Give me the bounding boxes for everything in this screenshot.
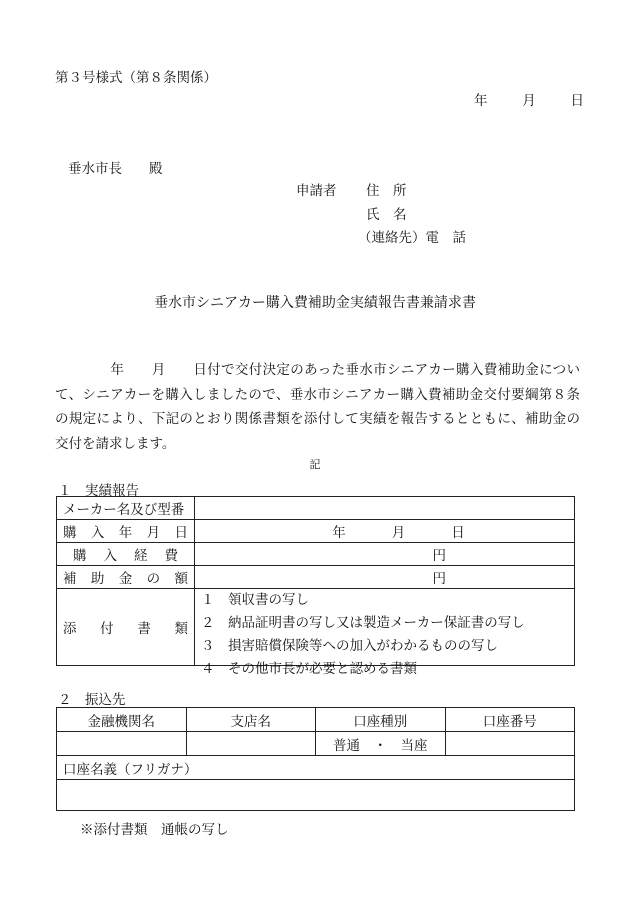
- account-number-field[interactable]: [445, 732, 575, 756]
- list-item: ２ 納品証明書の写し又は製造メーカー保証書の写し: [201, 615, 525, 631]
- report-table: [56, 496, 575, 677]
- purchase-year: 年: [332, 525, 346, 541]
- attachments-list: [201, 589, 568, 681]
- applicant-name: [366, 203, 407, 223]
- cost-label: [57, 543, 195, 566]
- label-char: 月: [146, 525, 161, 541]
- bank-table: [56, 707, 575, 811]
- address-label: 住 所: [366, 183, 407, 199]
- label-char: 購: [63, 525, 77, 541]
- list-item: ３ 損害賠償保険等への加入がわかるものの写し: [201, 638, 498, 654]
- label-char: 書: [137, 621, 151, 637]
- label-char: 類: [174, 621, 188, 637]
- applicant-address: [366, 179, 407, 199]
- cost-field[interactable]: [195, 543, 575, 566]
- label-char: の: [146, 571, 161, 587]
- header-account-number: 口座番号: [445, 708, 575, 732]
- label-char: 額: [174, 571, 188, 587]
- maker-field[interactable]: [195, 497, 575, 520]
- date-line: [474, 89, 584, 109]
- label-char: 付: [100, 621, 114, 637]
- section1-heading: １ 実績報告: [58, 483, 139, 499]
- attach-label: [57, 589, 195, 666]
- purchase-date-label: [57, 520, 195, 543]
- contact-prefix: （連絡先）: [358, 230, 426, 246]
- label-char: 補: [63, 571, 77, 587]
- table-row: [57, 589, 575, 666]
- label-char: 入: [90, 525, 105, 541]
- purchase-day: 日: [451, 525, 465, 541]
- table-row: [57, 520, 575, 543]
- table-row: [57, 780, 575, 811]
- table-row: [57, 497, 575, 520]
- label-char: 日: [174, 525, 188, 541]
- section2-heading: ２ 振込先: [58, 692, 126, 708]
- subsidy-label: [57, 566, 195, 589]
- list-item: ４ その他市長が必要と認める書類: [201, 661, 417, 677]
- table-row: [57, 543, 575, 566]
- table-row: [57, 756, 575, 780]
- document-title: 垂水市シニアカー購入費補助金実績報告書兼請求書: [154, 295, 476, 311]
- date-year: 年: [474, 93, 488, 109]
- header-bank-name: 金融機関名: [57, 708, 187, 732]
- form-number: 第３号様式（第８条関係）: [55, 70, 217, 86]
- account-name-label: 口座名義（フリガナ）: [57, 756, 575, 780]
- purchase-date-field[interactable]: [195, 520, 575, 543]
- subsidy-unit: 円: [432, 571, 446, 587]
- phone-label: 電 話: [425, 230, 466, 246]
- maker-label: メーカー名及び型番: [57, 497, 195, 520]
- body-paragraph: 年 月 日付で交付決定のあった垂水市シニアカー購入費補助金について、シニアカーを購入しましたので、垂水市シニアカー購入費補助金交付要綱第８条の規定により、下記のとおり関係書類を添付して実績を報告するとともに、補助金の交付を請求します。: [55, 362, 580, 452]
- date-day: 日: [570, 93, 584, 109]
- label-char: 年: [118, 525, 133, 541]
- subsidy-field[interactable]: [195, 566, 575, 589]
- name-label: 氏 名: [366, 207, 407, 223]
- label-char: 金: [118, 571, 133, 587]
- label-char: 助: [90, 571, 105, 587]
- table-row: [57, 732, 575, 756]
- attachment-note: ※添付書類 通帳の写し: [80, 822, 229, 838]
- label-char: 経: [134, 548, 148, 564]
- date-month: 月: [522, 93, 536, 109]
- branch-field[interactable]: [186, 732, 316, 756]
- label-char: 添: [63, 621, 77, 637]
- bank-name-field[interactable]: [57, 732, 187, 756]
- list-item: １ 領収書の写し: [201, 592, 309, 608]
- ki-mark: 記: [309, 458, 321, 471]
- table-row: [57, 708, 575, 732]
- label-char: 入: [103, 548, 117, 564]
- attachments-cell: [195, 589, 575, 677]
- purchase-month: 月: [391, 525, 406, 541]
- addressee: 垂水市長 殿: [68, 161, 163, 177]
- label-char: 購: [73, 548, 87, 564]
- header-branch: 支店名: [186, 708, 316, 732]
- applicant-contact: [358, 226, 466, 246]
- account-type-field[interactable]: 普通 ・ 当座: [316, 732, 446, 756]
- cost-unit: 円: [432, 548, 446, 564]
- applicant-label: 申請者: [296, 183, 337, 199]
- table-row: [57, 566, 575, 589]
- account-name-field[interactable]: [57, 780, 575, 811]
- header-account-type: 口座種別: [316, 708, 446, 732]
- label-char: 費: [164, 548, 178, 564]
